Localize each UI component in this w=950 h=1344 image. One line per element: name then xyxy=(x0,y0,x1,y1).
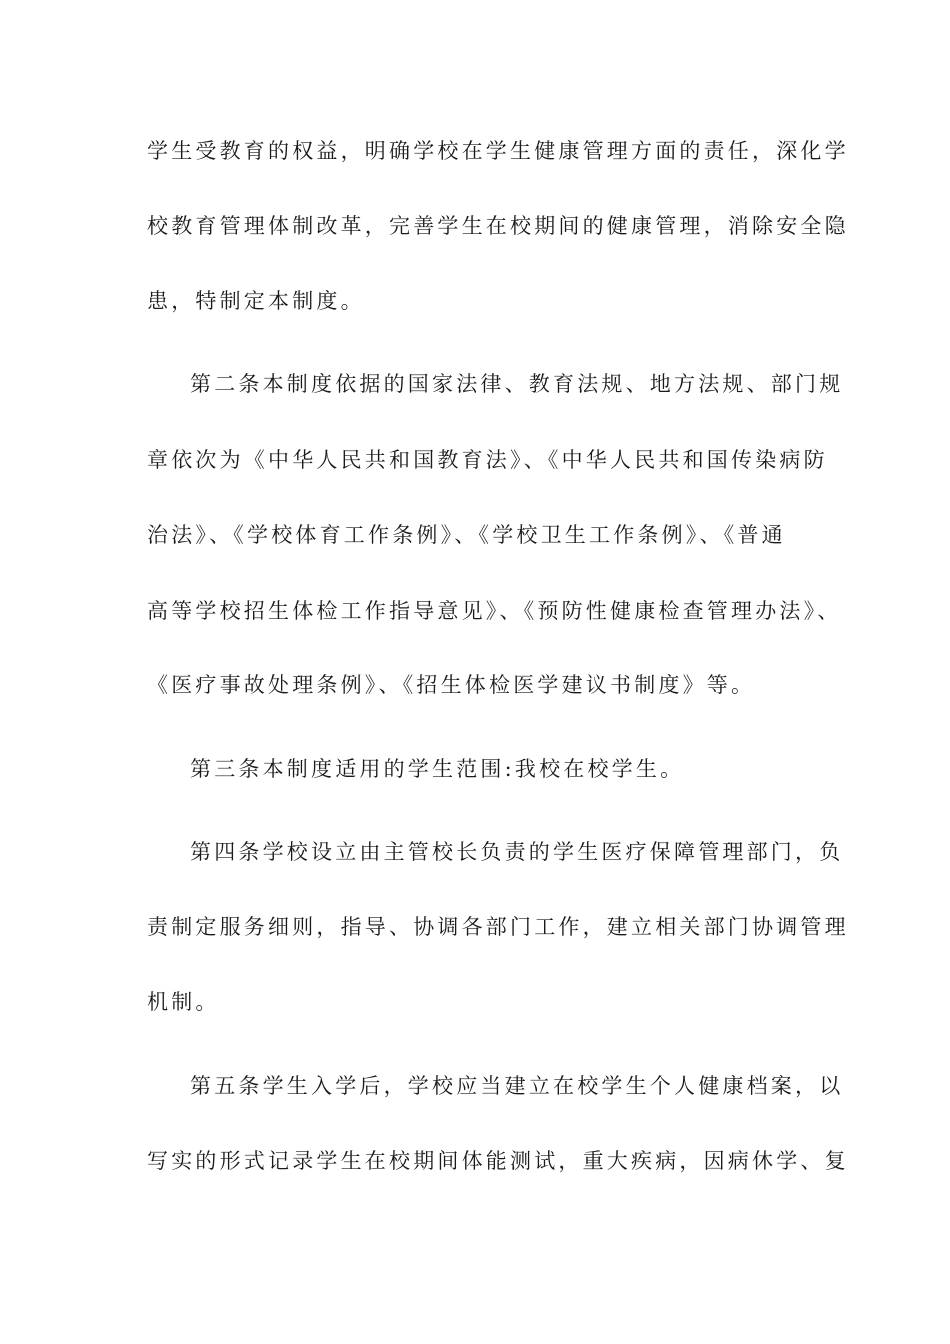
text-line: 机制。 xyxy=(147,990,220,1014)
text-line: 高等学校招生体检工作指导意见》、《预防性健康检查管理办法》、 xyxy=(147,599,842,623)
text-line: 第三条本制度适用的学生范围:我校在校学生。 xyxy=(190,757,685,781)
text-line: 章依次为《中华人民共和国教育法》、《中华人民共和国传染病防 xyxy=(147,448,828,472)
text-line: 第五条学生入学后，学校应当建立在校学生个人健康档案，以 xyxy=(190,1074,844,1098)
text-line: 写实的形式记录学生在校期间体能测试，重大疾病，因病休学、复 xyxy=(147,1149,849,1173)
text-line: 第四条学校设立由主管校长负责的学生医疗保障管理部门，负 xyxy=(190,840,844,864)
text-line: 责制定服务细则，指导、协调各部门工作，建立相关部门协调管理 xyxy=(147,915,849,939)
text-line: 校教育管理体制改革，完善学生在校期间的健康管理，消除安全隐 xyxy=(147,214,849,238)
text-line: 学生受教育的权益，明确学校在学生健康管理方面的责任，深化学 xyxy=(147,139,849,163)
text-line: 第二条本制度依据的国家法律、教育法规、地方法规、部门规 xyxy=(190,372,844,396)
text-line: 患，特制定本制度。 xyxy=(147,289,365,313)
text-line: 《医疗事故处理条例》、《招生体检医学建议书制度》等。 xyxy=(147,673,756,697)
text-line: 治法》、《学校体育工作条例》、《学校卫生工作条例》、《普通 xyxy=(147,523,786,547)
